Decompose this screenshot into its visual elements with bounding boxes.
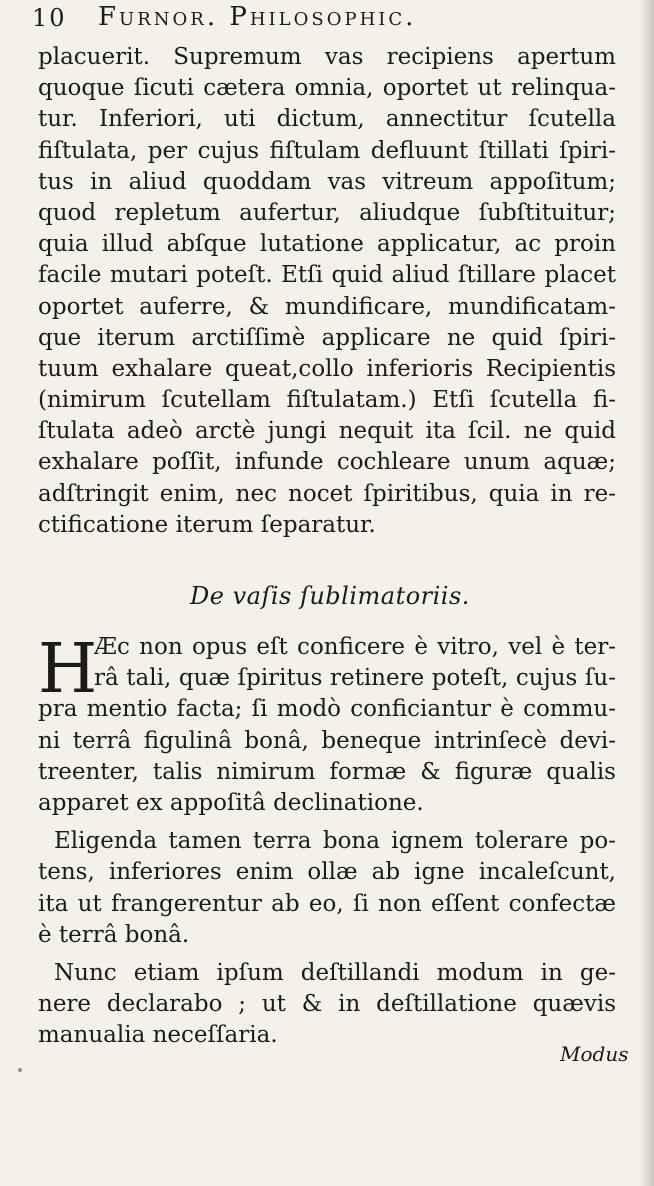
text-line: tur. Inferiori, uti dictum, annectitur ſcutella — [38, 106, 616, 133]
text-line: pra mentio facta; ſi modò conficiantur è commu- — [38, 696, 616, 723]
text-line: ita ut frangerentur ab eo, ſi non eſſent confectæ — [38, 890, 616, 917]
text-line: quia illud abſque lutatione applicatur, ac proin — [38, 231, 616, 258]
text-line: oportet auferre, & mundificare, mundificatam- — [38, 293, 616, 320]
text-line: fiſtulata, per cujus fiſtulam defluunt ſtillati ſpiri- — [38, 137, 616, 164]
text-line: tuum exhalare queat,collo inferioris Recipientis — [38, 355, 616, 382]
text-line: Æc non opus eſt conficere è vitro, vel è ter- — [94, 634, 616, 660]
drop-cap-letter: H — [38, 630, 98, 709]
text-line: ctificatione iterum ſeparatur. — [38, 511, 376, 538]
text-line: ni terrâ figulinâ bonâ, beneque intrinſecè devi- — [38, 727, 616, 754]
text-line: (nimirum ſcutellam fiſtulatam.) Etſi ſcutella fi- — [38, 387, 616, 414]
text-line: manualia neceſſaria. — [38, 1022, 278, 1049]
page-edge-shadow — [640, 0, 654, 1186]
text-line: ſtulata adeò arctè jungi nequit ita ſcil. ne quid — [38, 418, 616, 445]
ink-spot-icon — [18, 1068, 22, 1072]
text-line: placuerit. Supremum vas recipiens apertum — [38, 44, 616, 70]
text-line: Eligenda tamen terra bona ignem tolerare po- — [54, 828, 616, 855]
catchword: Modus — [560, 1042, 629, 1066]
text-line: quod repletum aufertur, aliudque ſubſtituitur; — [38, 199, 616, 226]
text-line: apparet ex appoſitâ declinatione. — [38, 789, 424, 816]
text-line: tus in aliud quoddam vas vitreum appoſitum; — [38, 168, 616, 195]
text-line: tens, inferiores enim ollæ ab igne incaleſcunt, — [38, 859, 616, 886]
text-line: râ tali, quæ ſpiritus retinere poteſt, cujus ſu- — [94, 665, 616, 692]
text-line: que iterum arctiſſimè applicare ne quid ſpiri- — [38, 324, 616, 351]
text-line: adſtringit enim, nec nocet ſpiritibus, quia in re- — [38, 480, 616, 507]
section-text-block — [38, 632, 616, 1051]
text-line: facile mutari poteſt. Etſi quid aliud ſtillare placet — [38, 262, 616, 289]
text-line: Nunc etiam ipſum deſtillandi modum in ge- — [54, 959, 616, 986]
main-text-block — [38, 42, 616, 541]
running-header: Furnor. Philosophic. — [98, 2, 417, 32]
text-line: nere declarabo ; ut & in deſtillatione quævis — [38, 991, 616, 1018]
text-line: treenter, talis nimirum formæ & figuræ qualis — [38, 758, 616, 785]
section-heading: De vaſis ſublimatoriis. — [190, 582, 470, 610]
text-line: quoque ſicuti cætera omnia, oportet ut relinqua- — [38, 75, 616, 102]
text-line: è terrâ bonâ. — [38, 921, 190, 948]
text-line: exhalare poſſit, infunde cochleare unum aquæ; — [38, 449, 616, 476]
page-number: 10 — [32, 4, 67, 32]
